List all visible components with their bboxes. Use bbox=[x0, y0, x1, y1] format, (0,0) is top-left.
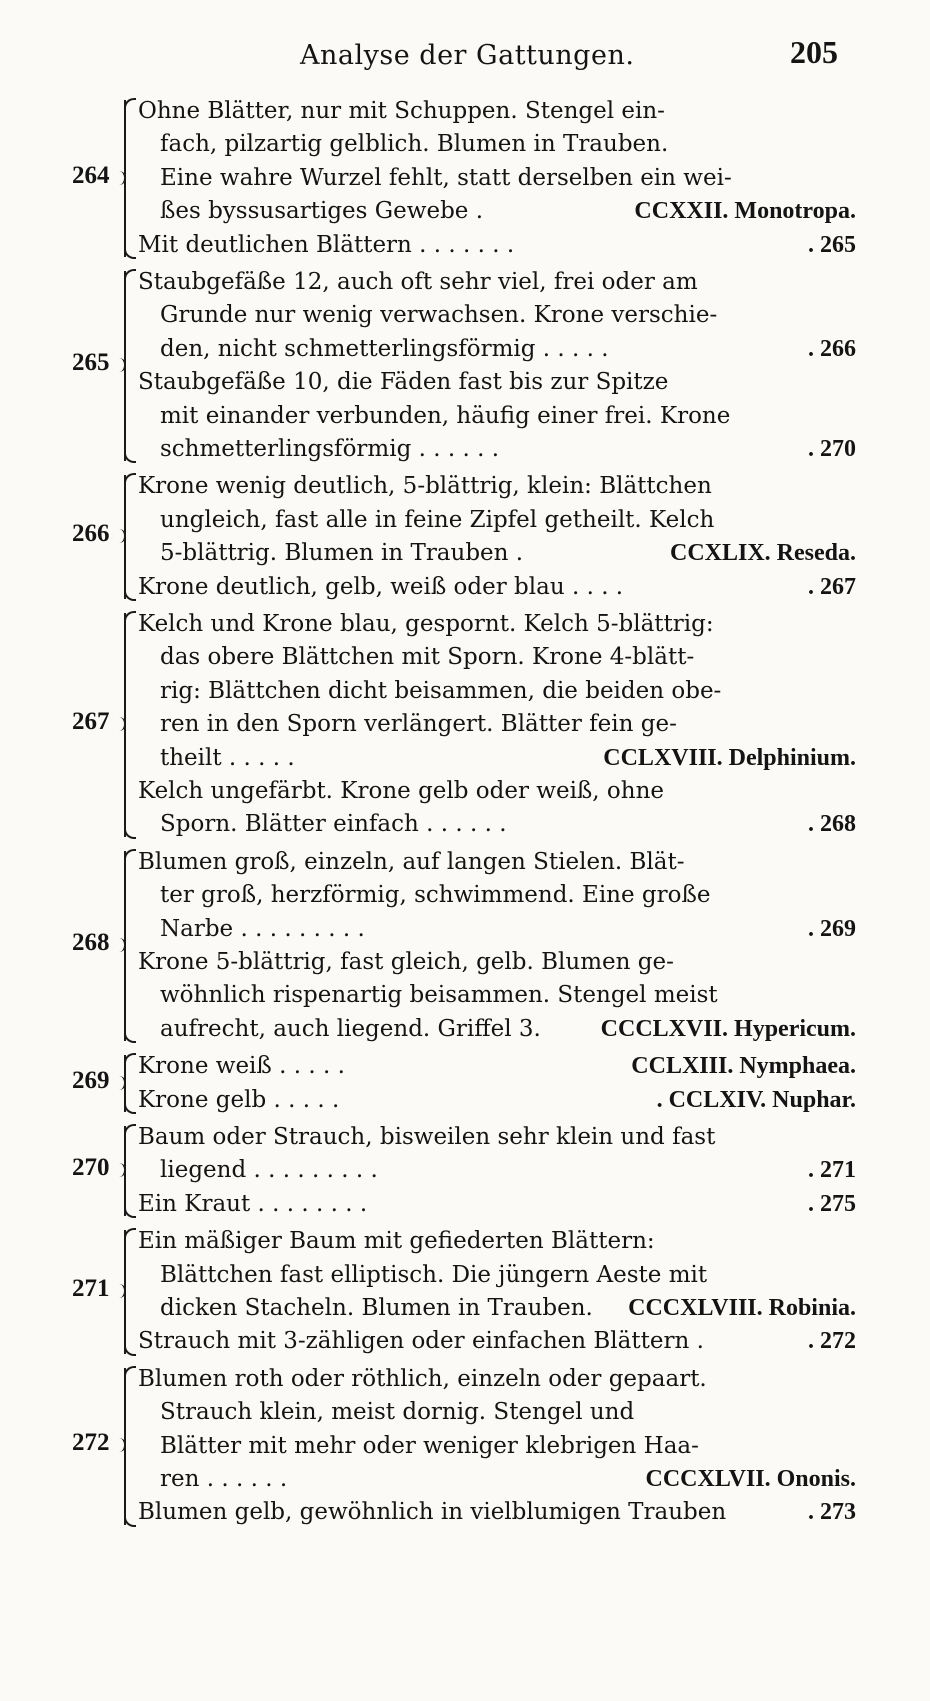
key-line bbox=[0, 1395, 930, 1430]
couplet-number: 264 bbox=[72, 161, 110, 189]
key-line bbox=[0, 536, 930, 571]
key-line bbox=[0, 228, 930, 263]
key-line bbox=[0, 1083, 930, 1118]
key-line bbox=[0, 741, 930, 776]
key-line bbox=[0, 1495, 930, 1530]
key-text: Ein Kraut . . . . . . . . bbox=[138, 1190, 368, 1217]
key-text: Blumen groß, einzeln, auf langen Stielen. Blät- bbox=[138, 848, 685, 875]
key-line bbox=[0, 807, 930, 842]
key-line bbox=[0, 707, 930, 742]
page-number: 205 bbox=[790, 34, 838, 70]
key-line bbox=[0, 298, 930, 333]
key-reference: CCCXLVII. Ononis. bbox=[645, 1465, 856, 1492]
key-line bbox=[0, 1120, 930, 1155]
key-line bbox=[0, 878, 930, 913]
key-text: Krone deutlich, gelb, weiß oder blau . . . . bbox=[138, 573, 624, 600]
key-line bbox=[0, 1224, 930, 1259]
couplet-number: 265 bbox=[72, 349, 110, 377]
couplet-number: 268 bbox=[72, 928, 110, 956]
key-text: rig: Blättchen dicht beisammen, die beiden obe- bbox=[160, 677, 722, 704]
key-line bbox=[0, 674, 930, 709]
key-text: Staubgefäße 10, die Fäden fast bis zur Spitze bbox=[138, 369, 669, 396]
key-reference: CCXXII. Monotropa. bbox=[634, 198, 856, 225]
key-line bbox=[0, 1362, 930, 1397]
key-text: ter groß, herzförmig, schwimmend. Eine große bbox=[160, 882, 711, 909]
key-reference: . 275 bbox=[808, 1190, 856, 1217]
key-line bbox=[0, 1012, 930, 1047]
key-reference: . 267 bbox=[808, 573, 856, 600]
key-line bbox=[0, 912, 930, 947]
key-reference: . 265 bbox=[808, 231, 856, 258]
page-header bbox=[0, 34, 930, 84]
key-text: Krone weiß . . . . . bbox=[138, 1053, 345, 1080]
key-line bbox=[0, 945, 930, 980]
key-text: ren . . . . . . bbox=[160, 1465, 288, 1492]
key-text: Grunde nur wenig verwachsen. Krone verschie- bbox=[160, 302, 718, 329]
key-text: Blätter mit mehr oder weniger klebrigen Haa- bbox=[160, 1432, 699, 1459]
key-text: Ohne Blätter, nur mit Schuppen. Stengel ein- bbox=[138, 98, 665, 124]
key-reference: . 270 bbox=[808, 436, 856, 462]
key-text: Sporn. Blätter einfach . . . . . . bbox=[160, 811, 507, 838]
key-text: Kelch und Krone blau, gespornt. Kelch 5-blättrig: bbox=[138, 611, 714, 637]
key-text: Mit deutlichen Blättern . . . . . . . bbox=[138, 231, 515, 258]
running-title: Analyse der Gattungen. bbox=[300, 40, 635, 71]
key-text: Blumen gelb, gewöhnlich in vielblumigen Trauben bbox=[138, 1499, 727, 1526]
key-line bbox=[0, 94, 930, 129]
couplet-number: 272 bbox=[72, 1429, 110, 1457]
key-text: aufrecht, auch liegend. Griffel 3. bbox=[160, 1015, 541, 1042]
key-text: 5-blättrig. Blumen in Trauben . bbox=[160, 540, 524, 567]
key-reference: . 271 bbox=[808, 1157, 856, 1184]
key-text: Krone 5-blättrig, fast gleich, gelb. Blumen ge- bbox=[138, 948, 674, 975]
key-text: liegend . . . . . . . . . bbox=[160, 1157, 378, 1184]
key-text: Krone gelb . . . . . bbox=[138, 1086, 340, 1113]
key-reference: CCCLXVII. Hypericum. bbox=[600, 1015, 856, 1042]
key-line bbox=[0, 1049, 930, 1084]
key-reference: . CCLXIV. Nuphar. bbox=[656, 1086, 856, 1113]
key-text: Baum oder Strauch, bisweilen sehr klein und fast bbox=[138, 1124, 716, 1150]
couplet-number: 266 bbox=[72, 520, 110, 548]
key-line bbox=[0, 161, 930, 196]
key-line bbox=[0, 1291, 930, 1326]
key-reference: . 268 bbox=[808, 811, 856, 838]
key-text: Narbe . . . . . . . . . bbox=[160, 915, 365, 942]
key-text: theilt . . . . . bbox=[160, 744, 295, 771]
key-reference: . 273 bbox=[808, 1499, 856, 1526]
key-line bbox=[0, 265, 930, 300]
key-line bbox=[0, 503, 930, 538]
key-line bbox=[0, 978, 930, 1013]
key-text: das obere Blättchen mit Sporn. Krone 4-blätt- bbox=[160, 644, 695, 671]
key-reference: . 269 bbox=[808, 915, 856, 942]
key-line bbox=[0, 469, 930, 504]
key-text: ßes byssusartiges Gewebe . bbox=[160, 198, 484, 225]
couplet-number: 267 bbox=[72, 707, 110, 735]
key-reference: CCLXVIII. Delphinium. bbox=[603, 744, 856, 771]
key-line bbox=[0, 774, 930, 809]
key-line bbox=[0, 640, 930, 675]
key-text: den, nicht schmetterlingsförmig . . . . . bbox=[160, 335, 609, 362]
key-line bbox=[0, 845, 930, 880]
key-text: Blumen roth oder röthlich, einzeln oder gepaart. bbox=[138, 1365, 707, 1392]
key-text: Strauch klein, meist dornig. Stengel und bbox=[160, 1399, 635, 1426]
key-reference: CCXLIX. Reseda. bbox=[670, 540, 856, 567]
key-text: Kelch ungefärbt. Krone gelb oder weiß, ohne bbox=[138, 778, 665, 804]
couplet-number: 270 bbox=[72, 1154, 110, 1182]
key-line bbox=[0, 194, 930, 229]
key-line bbox=[0, 1324, 930, 1359]
key-text: mit einander verbunden, häufig einer frei. Krone bbox=[160, 402, 731, 429]
key-reference: CCCXLVIII. Robinia. bbox=[628, 1294, 856, 1321]
key-text: Ein mäßiger Baum mit gefiederten Blättern: bbox=[138, 1228, 655, 1255]
key-text: wöhnlich rispenartig beisammen. Stengel meist bbox=[160, 982, 718, 1009]
key-text: Staubgefäße 12, auch oft sehr viel, frei oder am bbox=[138, 269, 698, 295]
key-text: Strauch mit 3-zähligen oder einfachen Blättern . bbox=[138, 1328, 704, 1355]
key-line bbox=[0, 1258, 930, 1293]
key-reference: . 272 bbox=[808, 1328, 856, 1355]
key-line bbox=[0, 570, 930, 605]
key-text: Eine wahre Wurzel fehlt, statt derselben ein wei- bbox=[160, 164, 732, 191]
couplet-number: 271 bbox=[72, 1274, 110, 1302]
key-text: fach, pilzartig gelblich. Blumen in Trauben. bbox=[160, 131, 669, 158]
key-line bbox=[0, 1153, 930, 1188]
key-text: ren in den Sporn verlängert. Blätter fein ge- bbox=[160, 711, 677, 738]
key-reference: CCLXIII. Nymphaea. bbox=[631, 1053, 856, 1080]
key-reference: . 266 bbox=[808, 335, 856, 362]
key-text: dicken Stacheln. Blumen in Trauben. bbox=[160, 1294, 593, 1321]
key-line bbox=[0, 432, 930, 467]
key-line bbox=[0, 1462, 930, 1497]
key-line bbox=[0, 365, 930, 400]
key-line bbox=[0, 127, 930, 162]
key-text: Krone wenig deutlich, 5-blättrig, klein: Blättchen bbox=[138, 473, 712, 500]
couplet-number: 269 bbox=[72, 1066, 110, 1094]
key-line bbox=[0, 1429, 930, 1464]
key-line bbox=[0, 332, 930, 367]
key-text: schmetterlingsförmig . . . . . . bbox=[160, 436, 500, 462]
key-line bbox=[0, 399, 930, 434]
key-text: ungleich, fast alle in feine Zipfel getheilt. Kelch bbox=[160, 506, 715, 533]
key-line bbox=[0, 1187, 930, 1222]
key-line bbox=[0, 607, 930, 642]
key-text: Blättchen fast elliptisch. Die jüngern Aeste mit bbox=[160, 1261, 708, 1288]
